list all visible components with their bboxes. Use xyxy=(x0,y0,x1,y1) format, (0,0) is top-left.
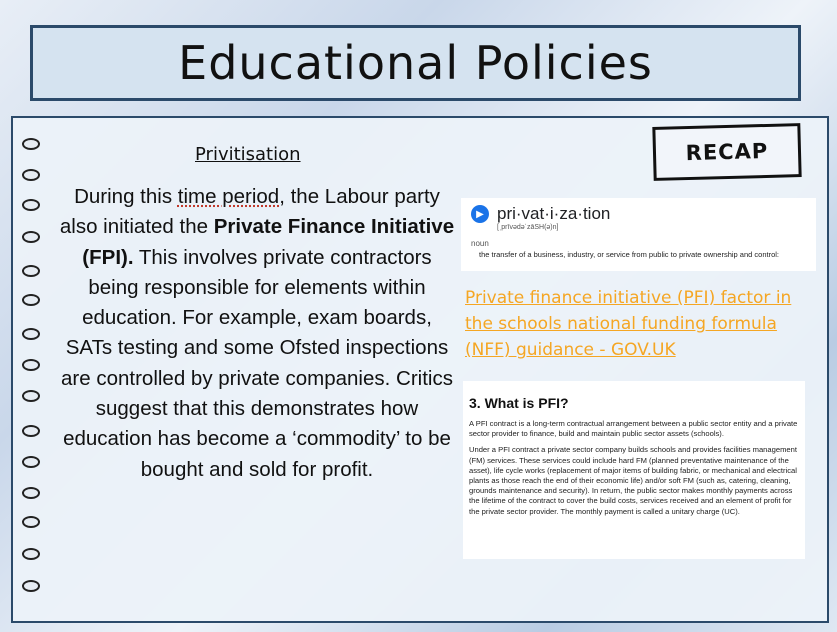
page-title: Educational Policies xyxy=(178,36,653,90)
notebook-ring xyxy=(22,328,40,340)
recap-label-box xyxy=(652,123,801,181)
dictionary-phonetic: [ˌprīvədəˈzāSH(ə)n] xyxy=(497,224,559,231)
notebook-ring xyxy=(22,456,40,468)
notebook-ring xyxy=(22,169,40,181)
body-text-part: During this xyxy=(74,185,178,208)
notebook-ring xyxy=(22,294,40,306)
gov-uk-link[interactable]: Private finance initiative (PFI) factor in the schools national funding formula (NFF) guidance - GOV.UK xyxy=(465,288,792,360)
notebook-ring xyxy=(22,199,40,211)
notebook-ring xyxy=(22,487,40,499)
notebook-ring xyxy=(22,231,40,243)
pfi-paragraph: A PFI contract is a long-term contractual arrangement between a public sector entity and a private sector provider to finance, build and maintain public sector assets (schools). xyxy=(469,419,798,439)
notebook-ring xyxy=(22,516,40,528)
notebook-ring xyxy=(22,425,40,437)
notebook-ring xyxy=(22,265,40,277)
body-paragraph xyxy=(58,182,456,485)
dictionary-part-of-speech: noun xyxy=(471,239,489,248)
pfi-heading: 3. What is PFI? xyxy=(469,395,569,411)
pfi-paragraph: Under a PFI contract a private sector company builds schools and provides facilities management (FM) services. These services could include hard FM (planned preventative maintenance of the asset), life cycle works (replacement of major items of building fabric, or mechanical and electrical plants as those reach the end of their economic life) and/or soft FM (such as, catering, cleaning, grounds maintenance and security). In return, the public sector makes monthly payments across the lifetime of the contract to cover the build costs, services received and an element of profit for the private sector provider. The monthly payment is called a unitary charge (UC). xyxy=(469,445,797,516)
notebook-ring xyxy=(22,548,40,560)
speaker-icon[interactable]: ▶ xyxy=(471,205,489,223)
body-text-highlight: time period xyxy=(177,185,280,208)
body-text-part: This involves private contractors being responsible for elements within education. For example, exam boards, SATs testing and some Ofsted inspections are controlled by private companies. Critics suggest that this demonstrates how education has become a ‘commodity’ to be bought and sold for profit. xyxy=(61,245,453,481)
title-banner xyxy=(30,25,801,101)
dictionary-card xyxy=(461,198,816,271)
body-text-part: , the Labour party also initiated the xyxy=(59,185,440,239)
dictionary-definition: the transfer of a business, industry, or service from public to private ownership and control: xyxy=(479,250,780,259)
section-heading: Privitisation xyxy=(195,144,301,165)
body-text-bold: Private Finance Initiative (FPI). xyxy=(82,215,455,269)
pfi-info-card xyxy=(463,381,805,559)
dictionary-word: pri·vat·i·za·tion xyxy=(497,204,611,223)
recap-label: RECAP xyxy=(685,138,769,166)
notebook-ring xyxy=(22,138,40,150)
notebook-ring xyxy=(22,359,40,371)
notebook-ring xyxy=(22,580,40,592)
notebook-ring xyxy=(22,390,40,402)
